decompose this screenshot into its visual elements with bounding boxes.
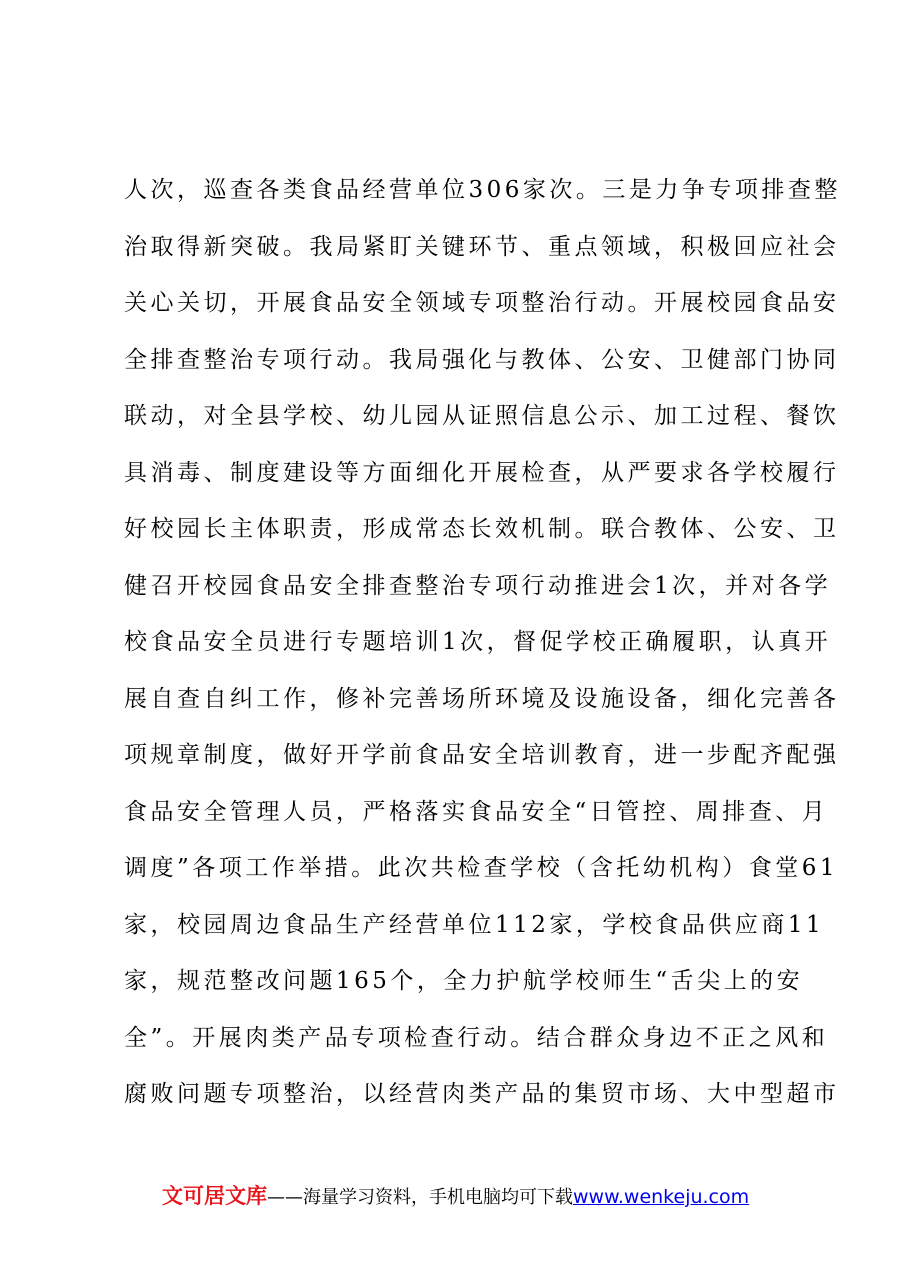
text-line: 联动，对全县学校、幼儿园从证照信息公示、加工过程、餐饮 bbox=[124, 403, 840, 429]
page-footer bbox=[162, 1181, 749, 1213]
document-body bbox=[124, 162, 841, 1123]
text-line: 校食品安全员进行专题培训1次，督促学校正确履职，认真开 bbox=[124, 629, 832, 655]
text-line: 好校园长主体职责，形成常态长效机制。联合教体、公安、卫 bbox=[124, 516, 840, 542]
text-line: 关心关切，开展食品安全领域专项整治行动。开展校园食品安 bbox=[124, 290, 840, 316]
text-line: 项规章制度，做好开学前食品安全培训教育，进一步配齐配强 bbox=[124, 742, 840, 768]
text-line: 食品安全管理人员，严格落实食品安全“日管控、周排查、月 bbox=[124, 798, 829, 825]
text-line: 健召开校园食品安全排查整治专项行动推进会1次，并对各学 bbox=[124, 572, 832, 599]
footer-brand: 文可居文库 bbox=[162, 1184, 267, 1208]
text-line: 全排查整治专项行动。我局强化与教体、公安、卫健部门协同 bbox=[124, 346, 840, 373]
text-line: 调度”各项工作举措。此次共检查学校（含托幼机构）食堂61 bbox=[124, 855, 839, 881]
footer-tagline: ——海量学习资料，手机电脑均可下载 bbox=[267, 1187, 573, 1208]
text-line: 具消毒、制度建设等方面细化开展检查，从严要求各学校履行 bbox=[124, 459, 840, 486]
text-line: 治取得新突破。我局紧盯关键环节、重点领域，积极回应社会 bbox=[124, 233, 840, 260]
text-line: 全”。开展肉类产品专项检查行动。结合群众身边不正之风和 bbox=[124, 1024, 829, 1051]
text-line: 人次，巡查各类食品经营单位306家次。三是力争专项排查整 bbox=[124, 177, 841, 203]
text-line: 腐败问题专项整治，以经营肉类产品的集贸市场、大中型超市 bbox=[124, 1081, 840, 1107]
text-line: 家，规范整改问题165个，全力护航学校师生“舌尖上的安 bbox=[124, 968, 804, 994]
text-line: 展自查自纠工作，修补完善场所环境及设施设备，细化完善各 bbox=[124, 685, 840, 712]
footer-website-link[interactable]: www.wenkeju.com bbox=[573, 1186, 750, 1208]
text-line: 家，校园周边食品生产经营单位112家，学校食品供应商11 bbox=[124, 911, 825, 938]
